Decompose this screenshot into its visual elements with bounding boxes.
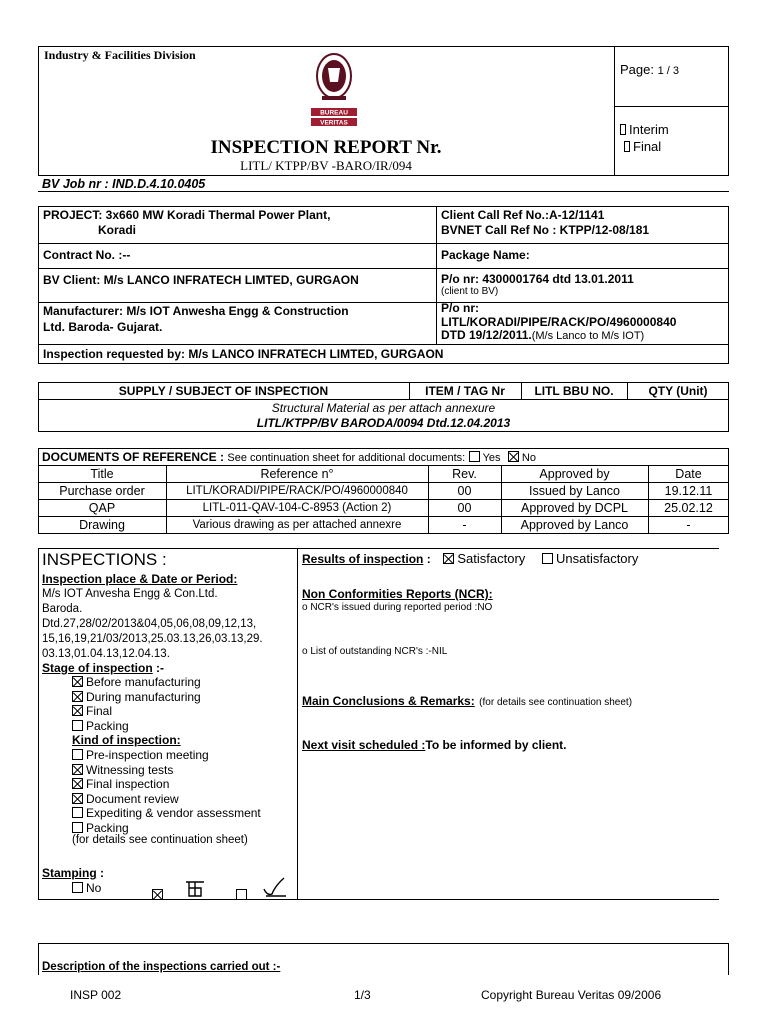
inspection-requested-by: Inspection requested by: M/s LANCO INFRATECH LIMTED, GURGAON bbox=[43, 347, 444, 361]
inspections-col-divider bbox=[297, 548, 298, 900]
kind-option-label: Document review bbox=[86, 791, 179, 806]
stage-list bbox=[72, 675, 201, 733]
documents-title-row bbox=[42, 450, 536, 464]
stage-label-text: Stage of inspection bbox=[42, 661, 153, 675]
doc-table-cell: Various drawing as per attached annexre bbox=[192, 519, 402, 531]
stage-option[interactable] bbox=[72, 719, 201, 734]
stage-option-label: Final bbox=[86, 704, 113, 718]
kind-option-label: Pre-inspection meeting bbox=[86, 748, 209, 762]
client-call-ref bbox=[441, 208, 649, 238]
kind-option-checkbox[interactable] bbox=[72, 778, 83, 789]
inspection-place-line: Baroda. bbox=[42, 603, 83, 615]
unsatisfactory-label: Unsatisfactory bbox=[556, 551, 639, 566]
kind-option[interactable] bbox=[72, 777, 261, 792]
project-line-2: Koradi bbox=[98, 223, 137, 237]
doc-col-header: Reference n° bbox=[260, 467, 334, 481]
kind-option-label: Expediting & vendor assessment bbox=[86, 806, 261, 820]
bv-job-number: BV Job nr : IND.D.4.10.0405 bbox=[42, 177, 206, 191]
next-visit-row bbox=[302, 738, 567, 752]
stage-option[interactable] bbox=[72, 690, 201, 705]
report-title: INSPECTION REPORT Nr. bbox=[210, 137, 442, 158]
no-label: No bbox=[521, 452, 536, 464]
stamping-options bbox=[72, 881, 101, 895]
kind-option-checkbox[interactable] bbox=[72, 793, 83, 804]
next-visit-label: Next visit scheduled : bbox=[302, 738, 426, 752]
project-line-1: PROJECT: 3x660 MW Koradi Thermal Power Plant, bbox=[43, 208, 331, 222]
results-row bbox=[302, 551, 638, 566]
yes-label: Yes bbox=[482, 452, 501, 464]
manufacturer-line-1: Manufacturer: M/s IOT Anwesha Engg & Construction bbox=[43, 304, 349, 318]
bureau-veritas-logo bbox=[298, 52, 370, 132]
project-name bbox=[43, 208, 330, 238]
package-name: Package Name: bbox=[441, 248, 530, 262]
final-label: Final bbox=[633, 139, 662, 154]
results-label-suffix: : bbox=[423, 552, 431, 566]
page-value: 1 / 3 bbox=[657, 65, 680, 77]
project-col-divider bbox=[436, 206, 437, 344]
stamping-label bbox=[42, 866, 104, 880]
vendor-po-line-2: LITL/KORADI/PIPE/RACK/PO/4960000840 bbox=[441, 314, 677, 329]
supply-header-item: ITEM / TAG Nr bbox=[425, 384, 505, 398]
footer-page: 1/3 bbox=[354, 988, 371, 1002]
vendor-po bbox=[441, 302, 676, 344]
doc-col-header: Rev. bbox=[452, 467, 477, 481]
doc-table-cell: 19.12.11 bbox=[664, 484, 713, 498]
satisfactory-label: Satisfactory bbox=[457, 551, 526, 566]
manufacturer bbox=[43, 303, 349, 335]
doc-col-header: Date bbox=[675, 467, 702, 481]
kind-of-inspection-label: Kind of inspection: bbox=[72, 733, 181, 747]
logo-year: 1828 bbox=[329, 99, 339, 104]
kind-option-checkbox[interactable] bbox=[72, 822, 83, 833]
contract-number: Contract No. :-- bbox=[43, 248, 131, 262]
doc-table-cell: LITL/KORADI/PIPE/RACK/PO/4960000840 bbox=[186, 485, 408, 497]
page-indicator bbox=[620, 62, 679, 77]
report-number: LITL/ KTPP/BV -BARO/IR/094 bbox=[240, 158, 412, 173]
stamp-no-checkbox[interactable] bbox=[72, 882, 83, 893]
conclusions-note: (for details see continuation sheet) bbox=[479, 697, 633, 708]
stamping-label-text: Stamping bbox=[42, 866, 97, 880]
documents-note: See continuation sheet for additional documents: bbox=[227, 452, 466, 464]
vendor-po-note: (M/s Lanco to M/s IOT) bbox=[531, 330, 645, 342]
stage-option-label: During manufacturing bbox=[86, 689, 201, 704]
results-label: Results of inspection bbox=[302, 552, 424, 566]
stamp-check-icon bbox=[262, 876, 288, 903]
inspection-place-line: M/s IOT Anvesha Engg & Con.Ltd. bbox=[42, 588, 218, 600]
interim-box-icon bbox=[620, 124, 626, 135]
doc-table-cell: 00 bbox=[457, 484, 472, 498]
kind-option-checkbox[interactable] bbox=[72, 749, 83, 760]
doc-table-cell: Approved by Lanco bbox=[520, 518, 629, 532]
vendor-po-line-3: DTD 19/12/2011. bbox=[441, 328, 532, 342]
kind-option[interactable] bbox=[72, 792, 261, 807]
next-visit-value: To be informed by client. bbox=[425, 738, 567, 752]
logo-emblem-icon bbox=[298, 52, 370, 132]
page-label: Page: bbox=[620, 62, 654, 77]
doc-table-cell: Approved by DCPL bbox=[520, 501, 628, 515]
inspection-place-line: 03.13,01.04.13,12.04.13. bbox=[42, 648, 170, 660]
po-note: (client to BV) bbox=[441, 286, 499, 297]
inspection-place-label: Inspection place & Date or Period: bbox=[42, 572, 238, 586]
satisfactory-checkbox[interactable] bbox=[443, 553, 454, 564]
inspection-place-line: Dtd.27,28/02/2013&04,05,06,08,09,12,13, bbox=[42, 618, 257, 630]
stage-option-checkbox[interactable] bbox=[72, 705, 83, 716]
doc-col-header: Title bbox=[90, 467, 114, 481]
supply-header-subject: SUPPLY / SUBJECT OF INSPECTION bbox=[118, 384, 329, 398]
kind-option-label: Packing bbox=[86, 820, 129, 835]
doc-col-header: Approved by bbox=[539, 467, 610, 481]
doc-table-cell: - bbox=[686, 518, 691, 532]
inspections-title: INSPECTIONS : bbox=[42, 550, 167, 569]
kind-option-label: Final inspection bbox=[86, 777, 170, 791]
inspection-place-lines bbox=[42, 587, 263, 662]
bv-client: BV Client: M/s LANCO INFRATECH LIMTED, GURGAON bbox=[43, 273, 359, 287]
header-page-divider bbox=[614, 106, 729, 107]
footer-form: INSP 002 bbox=[70, 988, 122, 1002]
doc-table-cell: 25.02.12 bbox=[664, 501, 713, 515]
footer-copyright: Copyright Bureau Veritas 09/2006 bbox=[481, 988, 662, 1002]
conclusions-label: Main Conclusions & Remarks: bbox=[302, 694, 475, 708]
supply-description-1: Structural Material as per attach annexure bbox=[271, 401, 496, 415]
stamp-other-checkbox-wrap bbox=[236, 886, 250, 904]
kind-option[interactable] bbox=[72, 821, 261, 836]
supply-header-qty: QTY (Unit) bbox=[648, 384, 708, 398]
interim-label: Interim bbox=[629, 122, 669, 137]
stamp-bv-icon bbox=[184, 880, 206, 903]
stage-option-label: Before manufacturing bbox=[86, 675, 201, 689]
final-option[interactable] bbox=[624, 139, 661, 154]
kind-option[interactable] bbox=[72, 748, 261, 763]
doc-table-cell: - bbox=[462, 518, 467, 532]
po-number bbox=[441, 272, 634, 298]
stamping-label-suffix: : bbox=[96, 866, 105, 880]
stage-of-inspection-label bbox=[42, 661, 164, 675]
kind-option-checkbox[interactable] bbox=[72, 764, 83, 775]
stage-option-checkbox[interactable] bbox=[72, 691, 83, 702]
yes-checkbox[interactable] bbox=[469, 451, 480, 462]
details-note: (for details see continuation sheet) bbox=[72, 834, 248, 846]
stamp-bv-checkbox[interactable] bbox=[152, 889, 163, 900]
final-box-icon bbox=[624, 141, 630, 152]
description-label: Description of the inspections carried out :- bbox=[42, 961, 281, 973]
ncr-issued: o NCR's issued during reported period :NO bbox=[302, 602, 493, 613]
doc-table-cell: LITL-011-QAV-104-C-8953 (Action 2) bbox=[202, 502, 392, 514]
kind-list bbox=[72, 748, 261, 835]
kind-option[interactable] bbox=[72, 763, 261, 778]
documents-title: DOCUMENTS OF REFERENCE : bbox=[42, 450, 225, 464]
stage-option-checkbox[interactable] bbox=[72, 720, 83, 731]
stage-option[interactable] bbox=[72, 704, 201, 719]
stage-option-label: Packing bbox=[86, 718, 129, 733]
doc-table-cell: Purchase order bbox=[59, 484, 145, 498]
kind-option-label: Witnessing tests bbox=[86, 762, 174, 777]
stamp-other-checkbox[interactable] bbox=[236, 889, 247, 900]
logo-text-top: BUREAU bbox=[320, 109, 348, 117]
supply-description-2: LITL/KTPP/BV BARODA/0094 Dtd.12.04.2013 bbox=[256, 416, 511, 430]
doc-table-cell: Drawing bbox=[79, 518, 125, 532]
stage-option[interactable] bbox=[72, 675, 201, 690]
bvnet-call-ref-value: BVNET Call Ref No : KTPP/12-08/181 bbox=[441, 223, 650, 237]
header-divider bbox=[614, 46, 615, 176]
interim-option[interactable] bbox=[620, 122, 669, 137]
stamp-bv-checkbox-wrap bbox=[152, 886, 166, 904]
conclusions-row bbox=[302, 692, 632, 710]
doc-table-cell: Issued by Lanco bbox=[528, 484, 621, 498]
stamp-no-label: No bbox=[86, 881, 102, 895]
kind-option-checkbox[interactable] bbox=[72, 807, 83, 818]
client-call-ref-value: Client Call Ref No.:A-12/1141 bbox=[441, 208, 605, 222]
logo-text-bottom: VERITAS bbox=[320, 119, 348, 127]
kind-option[interactable] bbox=[72, 806, 261, 821]
ncr-outstanding: o List of outstanding NCR's :-NIL bbox=[302, 646, 448, 657]
ncr-title: Non Conformities Reports (NCR): bbox=[302, 587, 493, 601]
unsatisfactory-checkbox[interactable] bbox=[542, 553, 553, 564]
doc-table-cell: 00 bbox=[457, 501, 472, 515]
vendor-po-line-1: P/o nr: bbox=[441, 301, 479, 315]
job-underline bbox=[38, 191, 729, 192]
manufacturer-line-2: Ltd. Baroda- Gujarat. bbox=[43, 320, 163, 334]
stage-option-checkbox[interactable] bbox=[72, 676, 83, 687]
po-number-value: P/o nr: 4300001764 dtd 13.01.2011 bbox=[441, 272, 634, 286]
no-checkbox[interactable] bbox=[508, 451, 519, 462]
division-label: Industry & Facilities Division bbox=[44, 48, 196, 62]
inspection-place-line: 15,16,19,21/03/2013,25.03.13,26,03.13,29. bbox=[42, 633, 263, 645]
supply-header-bbu: LITL BBU NO. bbox=[534, 384, 614, 398]
doc-table-cell: QAP bbox=[88, 501, 116, 515]
stage-label-suffix: :- bbox=[152, 661, 165, 675]
